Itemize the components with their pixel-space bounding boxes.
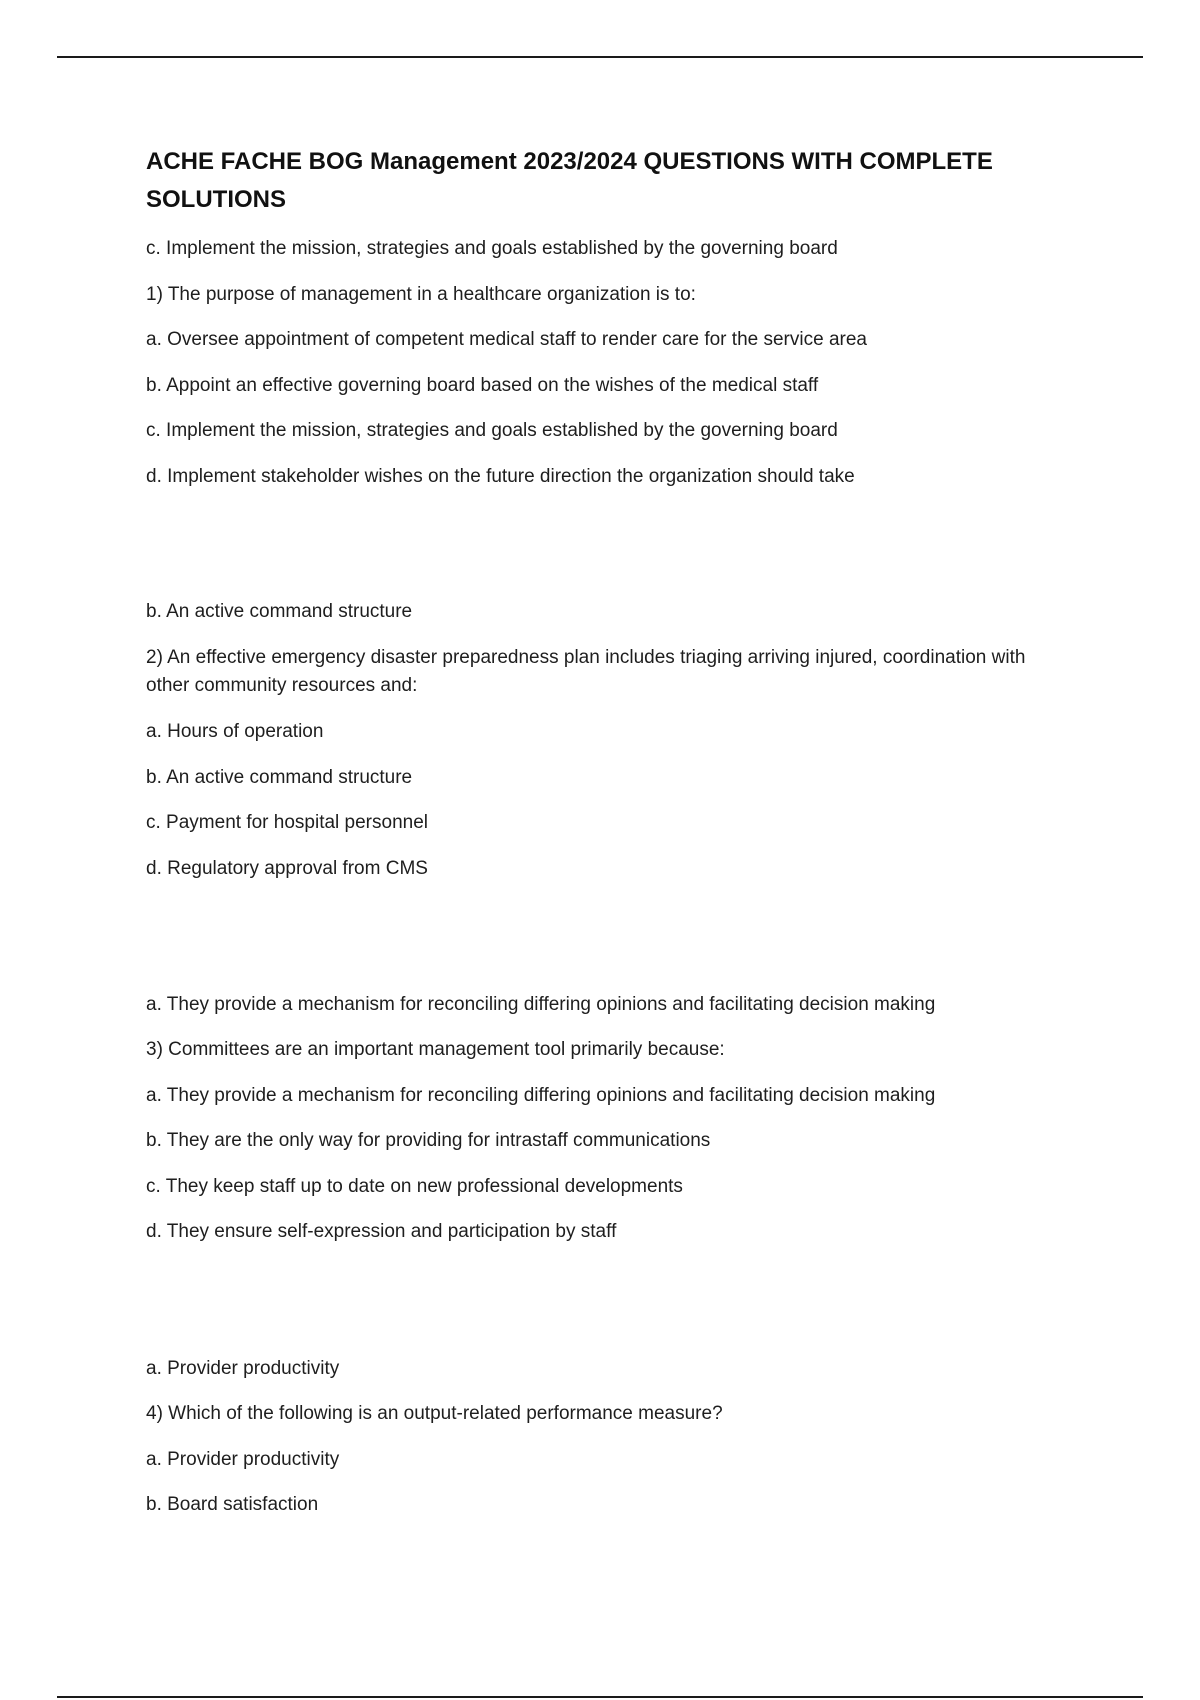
- option-text: a. Hours of operation: [146, 721, 324, 742]
- question-text: 3) Committees are an important management tool primarily because:: [146, 1039, 725, 1060]
- option-text: a. Oversee appointment of competent medical staff to render care for the service area: [146, 329, 867, 350]
- header-rule: [57, 56, 1143, 58]
- option-text: d. They ensure self-expression and participation by staff: [146, 1221, 617, 1242]
- option-text: c. They keep staff up to date on new professional developments: [146, 1176, 683, 1197]
- answer-text: c. Implement the mission, strategies and goals established by the governing board: [146, 238, 838, 259]
- option-text: c. Implement the mission, strategies and goals established by the governing board: [146, 420, 838, 441]
- answer-text: a. Provider productivity: [146, 1358, 340, 1379]
- option-text: b. Appoint an effective governing board based on the wishes of the medical staff: [146, 375, 819, 396]
- question-text: 4) Which of the following is an output-related performance measure?: [146, 1403, 723, 1424]
- answer-text: a. They provide a mechanism for reconciling differing opinions and facilitating decision making: [146, 994, 936, 1015]
- document-title: ACHE FACHE BOG Management 2023/2024 QUESTIONS WITH COMPLETE SOLUTIONS: [146, 148, 993, 213]
- question-text: 2) An effective emergency disaster preparedness plan includes triaging arriving injured, coordination with other community resources and:: [146, 647, 1026, 696]
- option-text: c. Payment for hospital personnel: [146, 812, 428, 833]
- question-text: 1) The purpose of management in a healthcare organization is to:: [146, 284, 696, 305]
- option-text: a. Provider productivity: [146, 1449, 340, 1470]
- option-text: d. Implement stakeholder wishes on the future direction the organization should take: [146, 466, 855, 487]
- option-text: a. They provide a mechanism for reconciling differing opinions and facilitating decision making: [146, 1085, 936, 1106]
- option-text: b. They are the only way for providing for intrastaff communications: [146, 1130, 711, 1151]
- option-text: b. Board satisfaction: [146, 1494, 319, 1515]
- answer-text: b. An active command structure: [146, 601, 413, 622]
- footer-rule: [57, 1696, 1143, 1698]
- option-text: d. Regulatory approval from CMS: [146, 858, 428, 879]
- option-text: b. An active command structure: [146, 767, 413, 788]
